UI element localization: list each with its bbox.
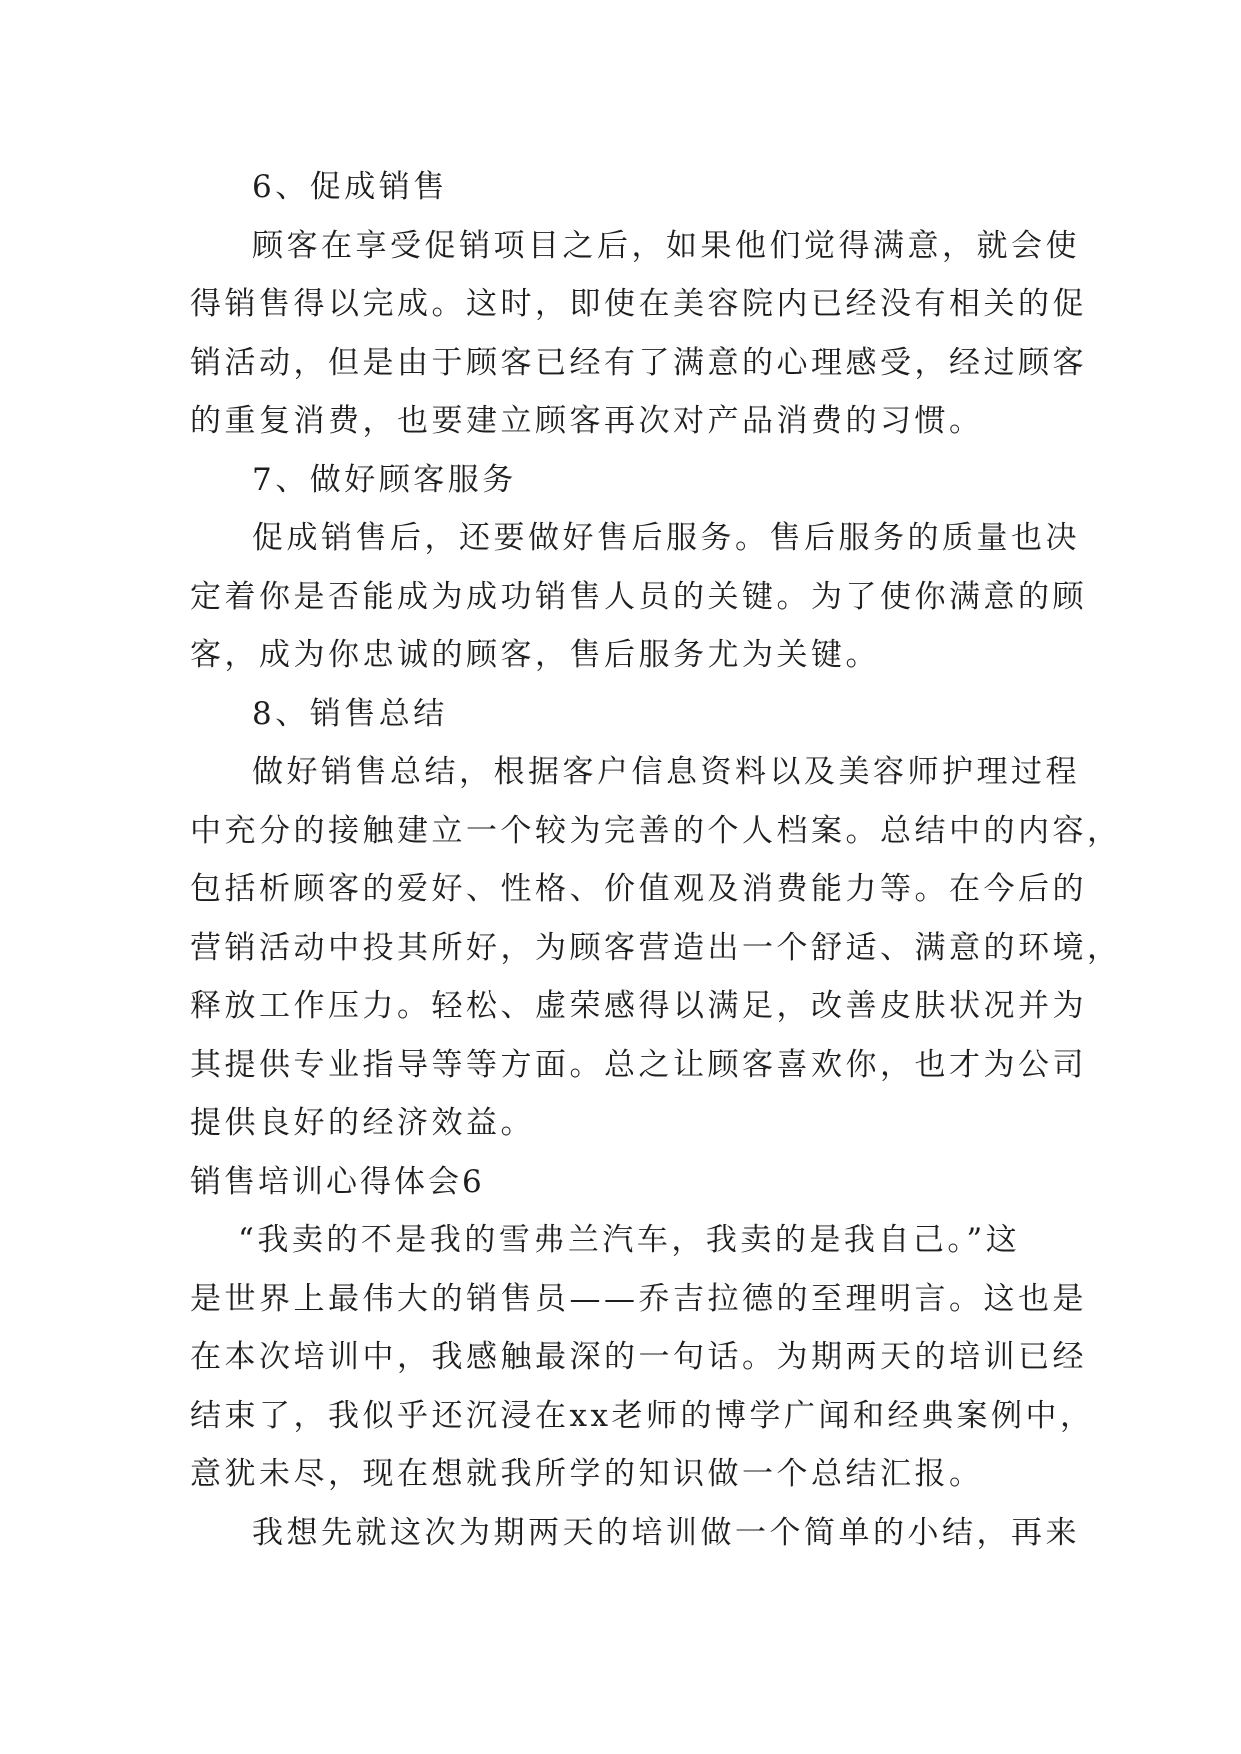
paragraph-line: 其提供专业指导等等方面。总之让顾客喜欢你，也才为公司	[190, 1046, 1087, 1083]
paragraph-line: 在本次培训中，我感触最深的一句话。为期两天的培训已经	[190, 1339, 1087, 1375]
paragraph-line: 我想先就这次为期两天的培训做一个简单的小结，再来	[252, 1514, 1080, 1551]
paragraph-line: 促成销售后，还要做好售后服务。售后服务的质量也决	[252, 520, 1080, 556]
paragraph-line: 客，成为你忠诚的顾客，售后服务尤为关键。	[190, 637, 880, 673]
paragraph-line: “我卖的不是我的雪弗兰汽车，我卖的是我自己。”这	[238, 1222, 1021, 1258]
paragraph-line: 释放工作压力。轻松、虚荣感得以满足，改善皮肤状况并为	[190, 988, 1087, 1024]
paragraph-line: 定着你是否能成为成功销售人员的关键。为了使你满意的顾	[190, 578, 1087, 615]
paragraph-line: 销活动，但是由于顾客已经有了满意的心理感受，经过顾客	[190, 344, 1087, 381]
paragraph-line: 是世界上最伟大的销售员——乔吉拉德的至理明言。这也是	[190, 1280, 1087, 1317]
article-title: 销售培训心得体会6	[190, 1163, 485, 1200]
document-page	[190, 158, 1122, 1562]
paragraph-line: 意犹未尽，现在想就我所学的知识做一个总结汇报。	[190, 1456, 984, 1492]
paragraph-line: 提供良好的经济效益。	[190, 1105, 535, 1141]
paragraph-line: 顾客在享受促销项目之后，如果他们觉得满意，就会使	[252, 227, 1080, 264]
paragraph-line: 包括析顾客的爱好、性格、价值观及消费能力等。在今后的	[190, 871, 1087, 907]
paragraph-line: 营销活动中投其所好，为顾客营造出一个舒适、满意的环境，	[190, 929, 1122, 966]
section-heading-6: 6、促成销售	[252, 169, 448, 205]
paragraph-line: 得销售得以完成。这时，即使在美容院内已经没有相关的促	[190, 286, 1087, 322]
paragraph-line: 做好销售总结，根据客户信息资料以及美容师护理过程	[252, 754, 1080, 790]
paragraph-line: 的重复消费，也要建立顾客再次对产品消费的习惯。	[190, 403, 984, 439]
paragraph-line: 中充分的接触建立一个较为完善的个人档案。总结中的内容，	[190, 812, 1122, 849]
paragraph-line: 结束了，我似乎还沉浸在xx老师的博学广闻和经典案例中，	[190, 1397, 1095, 1434]
section-heading-7: 7、做好顾客服务	[252, 461, 517, 498]
section-heading-8: 8、销售总结	[252, 695, 448, 732]
